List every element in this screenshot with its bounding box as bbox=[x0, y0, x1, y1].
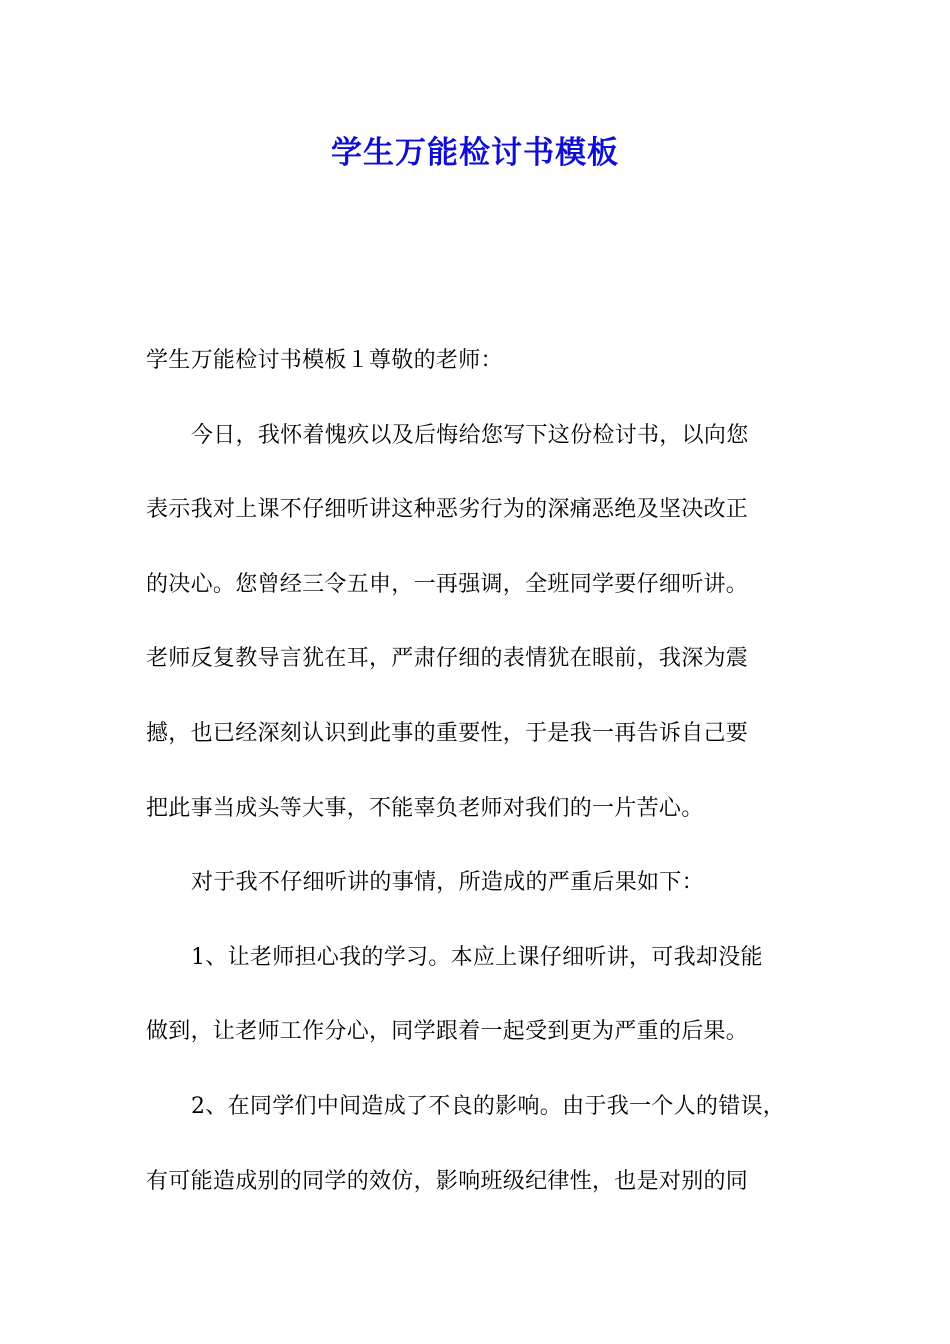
text-line: 表示我对上课不仔细听讲这种恶劣行为的深痛恶绝及坚决改正 bbox=[146, 497, 749, 523]
text-line: 的决心。您曾经三令五申，一再强调，全班同学要仔细听讲。 bbox=[146, 571, 749, 597]
text-line: 把此事当成头等大事，不能辜负老师对我们的一片苦心。 bbox=[146, 795, 704, 821]
text-line: 1、让老师担心我的学习。本应上课仔细听讲，可我却没能 bbox=[191, 944, 763, 970]
document-body bbox=[146, 338, 826, 1233]
text-line: 今日，我怀着愧疚以及后悔给您写下这份检讨书，以向您 bbox=[191, 422, 749, 448]
text-line: 老师反复教导言犹在耳，严肃仔细的表情犹在眼前，我深为震 bbox=[146, 646, 749, 672]
text-line: 做到，让老师工作分心，同学跟着一起受到更为严重的后果。 bbox=[146, 1019, 749, 1045]
text-line: 有可能造成别的同学的效仿，影响班级纪律性，也是对别的同 bbox=[146, 1168, 749, 1194]
text-line: 学生万能检讨书模板１尊敬的老师： bbox=[146, 348, 503, 373]
document-title: 学生万能检讨书模板 bbox=[331, 135, 619, 171]
text-line: 对于我不仔细听讲的事情，所造成的严重后果如下： bbox=[191, 870, 704, 896]
text-line: 撼，也已经深刻认识到此事的重要性，于是我一再告诉自己要 bbox=[146, 720, 749, 746]
text-line: 2、在同学们中间造成了不良的影响。由于我一个人的错误， bbox=[191, 1093, 786, 1119]
